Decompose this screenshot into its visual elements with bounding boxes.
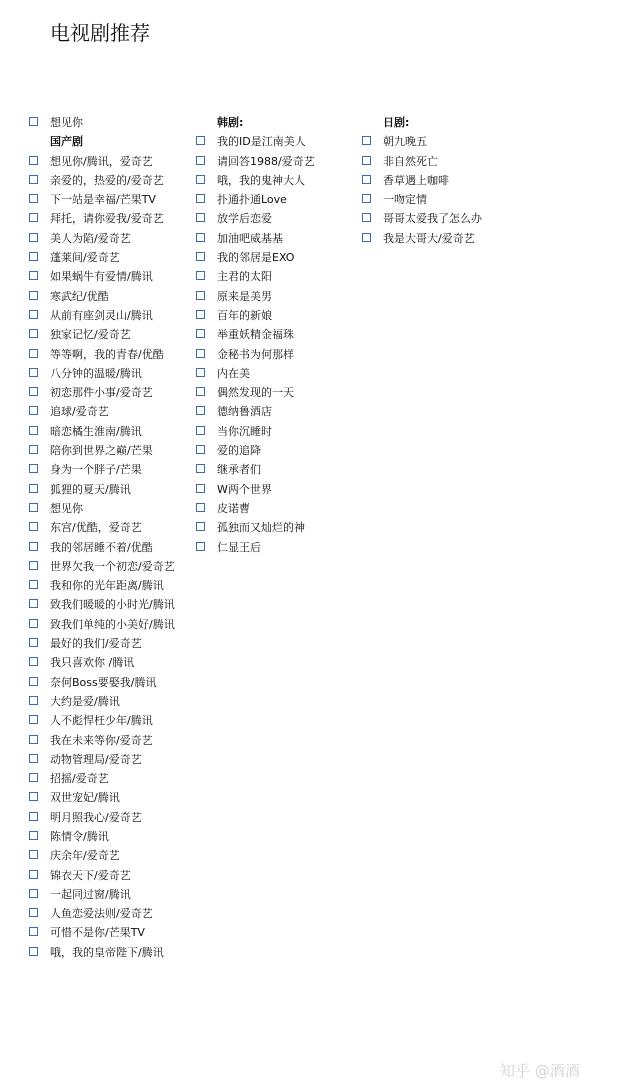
checklist-item-label: 锦衣天下/爱奇艺 <box>50 868 131 882</box>
checklist-item-label: 我的ID是江南美人 <box>217 135 306 149</box>
checkbox[interactable] <box>29 271 38 280</box>
checklist-item-label: 身为一个胖子/芒果 <box>50 463 142 477</box>
checklist-item-label: 继承者们 <box>217 463 261 477</box>
checklist-item-label: 陪你到世界之巅/芒果 <box>50 444 153 458</box>
section-heading-label: 日剧: <box>383 116 410 129</box>
checkbox[interactable] <box>29 870 38 879</box>
checklist-item-label: 当你沉睡时 <box>217 424 272 438</box>
checkbox[interactable] <box>29 349 38 358</box>
checklist-item-label: 我是大哥大/爱奇艺 <box>383 231 475 245</box>
checklist-item-label: 狐狸的夏天/腾讯 <box>50 482 131 496</box>
checklist-item-label: 初恋那件小事/爱奇艺 <box>50 386 153 400</box>
checkbox[interactable] <box>29 194 38 203</box>
checkbox[interactable] <box>29 484 38 493</box>
checklist-item-label: 想见你 <box>50 116 83 129</box>
checkbox[interactable] <box>29 831 38 840</box>
checklist-item-label: 人鱼恋爱法则/爱奇艺 <box>50 907 153 921</box>
checkbox[interactable] <box>29 252 38 261</box>
checklist-item-label: 致我们暖暖的小时光/腾讯 <box>50 598 175 612</box>
checklist-item-label: W两个世界 <box>217 482 272 496</box>
checklist-item-label: 世界欠我一个初恋/爱奇艺 <box>50 559 175 573</box>
checkbox[interactable] <box>196 445 205 454</box>
checklist-item-label: 皮诺曹 <box>217 501 250 515</box>
checklist-item-label: 动物管理局/爱奇艺 <box>50 752 142 766</box>
checkbox[interactable] <box>196 542 205 551</box>
source-watermark: 知乎 @酒酒 <box>500 1062 580 1080</box>
checklist-item-label: 德纳鲁酒店 <box>217 405 272 419</box>
checklist-item-label: 爱的追降 <box>217 444 261 458</box>
checkbox[interactable] <box>29 387 38 396</box>
checkbox[interactable] <box>29 561 38 570</box>
checkbox[interactable] <box>196 233 205 242</box>
checklist-item-label: 下一站是幸福/芒果TV <box>50 193 156 207</box>
checklist-item-label: 偶然发现的一天 <box>217 386 294 400</box>
checklist-item-label: 请回答1988/爱奇艺 <box>217 154 315 168</box>
checkbox[interactable] <box>29 947 38 956</box>
checklist-item-label: 等等啊，我的青春/优酷 <box>50 347 164 361</box>
checklist-item-label: 明月照我心/爱奇艺 <box>50 810 142 824</box>
checkbox[interactable] <box>196 310 205 319</box>
checkbox[interactable] <box>196 271 205 280</box>
checkbox[interactable] <box>196 503 205 512</box>
checkbox[interactable] <box>196 484 205 493</box>
checkbox[interactable] <box>29 638 38 647</box>
checklist-item-label: 大约是爱/腾讯 <box>50 694 120 708</box>
checklist-item-label: 内在美 <box>217 366 250 380</box>
checklist-item-label: 八分钟的温暖/腾讯 <box>50 366 142 380</box>
checkbox[interactable] <box>196 175 205 184</box>
checkbox[interactable] <box>196 464 205 473</box>
checklist-item-label: 东宫/优酷，爱奇艺 <box>50 521 142 535</box>
section-heading-label: 国产剧 <box>50 135 83 149</box>
checkbox[interactable] <box>196 426 205 435</box>
checklist-item-label: 想见你 <box>50 501 83 515</box>
checkbox[interactable] <box>196 194 205 203</box>
checklist-item-label: 金秘书为何那样 <box>217 347 294 361</box>
checkbox[interactable] <box>29 156 38 165</box>
checklist-item-label: 独家记忆/爱奇艺 <box>50 328 131 342</box>
checklist-item-label: 我和你的光年距离/腾讯 <box>50 579 164 593</box>
page-title: 电视剧推荐 <box>50 21 150 45</box>
checklist-item-label: 原来是美男 <box>217 289 272 303</box>
checklist-item-label: 非自然死亡 <box>383 154 438 168</box>
checkbox[interactable] <box>362 156 371 165</box>
checkbox[interactable] <box>29 445 38 454</box>
checklist-item-label: 主君的太阳 <box>217 270 272 284</box>
checkbox[interactable] <box>29 329 38 338</box>
checklist-item-label: 一吻定情 <box>383 193 427 207</box>
checklist-item-label: 加油吧威基基 <box>217 231 283 245</box>
checkbox[interactable] <box>29 619 38 628</box>
checkbox[interactable] <box>29 175 38 184</box>
checklist-item-label: 哥哥太爱我了怎么办 <box>383 212 482 226</box>
checkbox[interactable] <box>29 735 38 744</box>
checklist-item-label: 可惜不是你/芒果TV <box>50 926 145 940</box>
checkbox[interactable] <box>29 850 38 859</box>
checklist-item-label: 奈何Boss要娶我/腾讯 <box>50 675 157 689</box>
checklist-item-label: 美人为陷/爱奇艺 <box>50 231 131 245</box>
checklist-item-label: 人不彪悍枉少年/腾讯 <box>50 714 153 728</box>
checkbox[interactable] <box>196 368 205 377</box>
checkbox[interactable] <box>29 773 38 782</box>
checkbox[interactable] <box>29 503 38 512</box>
checklist-item-label: 仁显王后 <box>217 540 261 554</box>
checkbox[interactable] <box>29 368 38 377</box>
checkbox[interactable] <box>362 175 371 184</box>
checklist-item-label: 致我们单纯的小美好/腾讯 <box>50 617 175 631</box>
checkbox[interactable] <box>29 889 38 898</box>
checklist-item-label: 暗恋橘生淮南/腾讯 <box>50 424 142 438</box>
checkbox[interactable] <box>29 117 38 126</box>
checkbox[interactable] <box>29 715 38 724</box>
checkbox[interactable] <box>196 156 205 165</box>
checklist-item-label: 哦，我的皇帝陛下/腾讯 <box>50 945 164 959</box>
checkbox[interactable] <box>196 213 205 222</box>
checklist-item-label: 香草遇上咖啡 <box>383 173 449 187</box>
checklist-item-label: 最好的我们/爱奇艺 <box>50 637 142 651</box>
checklist-item-label: 追球/爱奇艺 <box>50 405 109 419</box>
checkbox[interactable] <box>196 387 205 396</box>
checklist-item-label: 从前有座剑灵山/腾讯 <box>50 308 153 322</box>
checklist-item-label: 一起同过窗/腾讯 <box>50 887 131 901</box>
checkbox[interactable] <box>29 522 38 531</box>
checklist-item-label: 举重妖精金福珠 <box>217 328 294 342</box>
checkbox[interactable] <box>29 426 38 435</box>
checklist-item-label: 放学后恋爱 <box>217 212 272 226</box>
checkbox[interactable] <box>196 136 205 145</box>
checklist-item-label: 拜托，请你爱我/爱奇艺 <box>50 212 164 226</box>
checklist-item-label: 我的邻居是EXO <box>217 251 295 265</box>
checklist-item-label: 庆余年/爱奇艺 <box>50 849 120 863</box>
checklist-item-label: 扑通扑通Love <box>217 193 287 207</box>
checklist-item-label: 百年的新娘 <box>217 308 272 322</box>
checkbox[interactable] <box>29 908 38 917</box>
checklist-item-label: 陈情令/腾讯 <box>50 829 109 843</box>
checklist-item-label: 哦，我的鬼神大人 <box>217 173 305 187</box>
checkbox[interactable] <box>196 291 205 300</box>
checkbox[interactable] <box>29 213 38 222</box>
checkbox[interactable] <box>29 696 38 705</box>
checklist-item-label: 双世宠妃/腾讯 <box>50 791 120 805</box>
checkbox[interactable] <box>29 580 38 589</box>
checkbox[interactable] <box>29 233 38 242</box>
checkbox[interactable] <box>29 599 38 608</box>
checkbox[interactable] <box>362 213 371 222</box>
checkbox[interactable] <box>29 657 38 666</box>
checklist-item-label: 寒武纪/优酷 <box>50 289 109 303</box>
checklist-item-label: 招摇/爱奇艺 <box>50 772 109 786</box>
checkbox[interactable] <box>362 136 371 145</box>
checklist-item-label: 蓬莱间/爱奇艺 <box>50 251 120 265</box>
checkbox[interactable] <box>196 349 205 358</box>
checkbox[interactable] <box>29 792 38 801</box>
checkbox[interactable] <box>196 329 205 338</box>
checkbox[interactable] <box>29 310 38 319</box>
checklist-item-label: 亲爱的，热爱的/爱奇艺 <box>50 173 164 187</box>
checklist-item-label: 孤独而又灿烂的神 <box>217 521 305 535</box>
checklist-item-label: 朝九晚五 <box>383 135 427 149</box>
checkbox[interactable] <box>29 464 38 473</box>
checkbox[interactable] <box>29 812 38 821</box>
checkbox[interactable] <box>29 754 38 763</box>
section-heading-label: 韩剧: <box>217 116 244 129</box>
checkbox[interactable] <box>196 522 205 531</box>
checkbox[interactable] <box>29 406 38 415</box>
checklist-item-label: 如果蜗牛有爱情/腾讯 <box>50 270 153 284</box>
checkbox[interactable] <box>196 406 205 415</box>
checkbox[interactable] <box>29 927 38 936</box>
checkbox[interactable] <box>362 233 371 242</box>
checklist-item-label: 想见你/腾讯，爱奇艺 <box>50 154 153 168</box>
checkbox[interactable] <box>362 194 371 203</box>
checkbox[interactable] <box>29 677 38 686</box>
checkbox[interactable] <box>196 252 205 261</box>
checklist-item-label: 我的邻居睡不着/优酷 <box>50 540 153 554</box>
checkbox[interactable] <box>29 542 38 551</box>
checklist-item-label: 我在未来等你/爱奇艺 <box>50 733 153 747</box>
checklist-item-label: 我只喜欢你 /腾讯 <box>50 656 135 670</box>
checkbox[interactable] <box>29 291 38 300</box>
